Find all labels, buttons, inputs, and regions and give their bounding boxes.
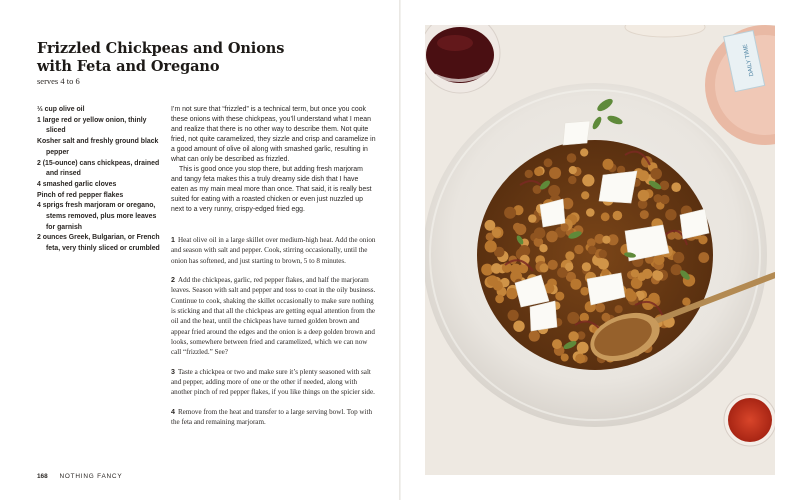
chickpea xyxy=(580,287,589,296)
chickpea xyxy=(495,295,504,304)
chickpea xyxy=(525,170,533,178)
ingredient-item: Kosher salt and freshly ground black pepper xyxy=(37,138,159,156)
chickpea xyxy=(582,262,591,271)
dish-photo xyxy=(425,25,775,475)
ingredient-item: 4 smashed garlic cloves xyxy=(37,180,117,188)
chickpea xyxy=(581,191,589,199)
chickpea xyxy=(513,321,524,332)
chickpea xyxy=(582,174,594,186)
chickpea xyxy=(602,236,610,244)
page-number: 168 xyxy=(37,473,48,480)
ingredient-item: ⅓ cup olive oil xyxy=(37,106,85,113)
ingredient-item: 4 sprigs fresh marjoram or oregano, stems removed, plus more leaves for garnish xyxy=(37,202,157,231)
chickpea xyxy=(504,207,516,219)
chickpea xyxy=(555,292,564,301)
running-head: NOTHING FANCY xyxy=(59,473,123,480)
chickpea xyxy=(671,264,682,275)
ingredient-list xyxy=(37,105,162,255)
chickpea xyxy=(673,252,684,263)
chickpea xyxy=(650,168,662,180)
chickpea xyxy=(588,246,597,255)
chickpea xyxy=(510,264,521,275)
step-number: 4 xyxy=(171,407,175,416)
ingredient-item: Pinch of red pepper flakes xyxy=(37,191,124,199)
recipe-title-line-1: Frizzled Chickpeas and Onions xyxy=(37,40,285,57)
chickpea xyxy=(601,212,610,221)
step-text: Taste a chickpea or two and make sure it’s plenty seasoned with salt and pepper, adding more of one or the other if needed, along with another pinch of red pepper flakes, if you like things on the spicier side. xyxy=(171,367,375,397)
chickpea xyxy=(487,275,498,286)
chickpea xyxy=(567,153,577,163)
chickpea xyxy=(491,263,502,274)
chickpea xyxy=(546,231,558,243)
chickpea xyxy=(654,194,663,203)
chili-flakes-bowl xyxy=(724,394,775,446)
ingredient-item: 2 (15-ounce) cans chickpeas, drained and rinsed xyxy=(37,159,160,178)
chickpea xyxy=(603,159,614,170)
chickpea xyxy=(698,235,707,244)
chickpea xyxy=(698,252,709,263)
chickpea xyxy=(548,260,558,270)
step-text: Heat olive oil in a large skillet over medium-high heat. Add the onion and season with salt and pepper. Cook, stirring occasionally, until the onion has softened, and just starting to brown, 5 to 8 minutes. xyxy=(171,236,376,265)
recipe-intro xyxy=(171,105,376,214)
chickpea xyxy=(587,238,596,247)
chickpea xyxy=(544,158,553,167)
chickpea xyxy=(640,210,649,219)
chickpea xyxy=(660,181,670,191)
chickpea xyxy=(671,182,681,192)
step-number: 2 xyxy=(171,276,175,285)
chickpea xyxy=(568,331,578,341)
recipe-title-line-2: with Feta and Oregano xyxy=(37,58,220,75)
chickpea xyxy=(485,240,497,252)
chickpea xyxy=(515,224,526,235)
method-step xyxy=(171,407,376,428)
chickpea xyxy=(575,354,585,364)
chickpea xyxy=(586,208,595,217)
method-step xyxy=(171,235,376,266)
ingredient-item: 1 large red or yellow onion, thinly sliced xyxy=(37,116,147,135)
chickpea xyxy=(570,279,581,290)
chickpea xyxy=(565,263,573,271)
chickpea xyxy=(561,223,569,231)
chickpea xyxy=(652,270,662,280)
step-number: 3 xyxy=(171,367,175,376)
step-number: 1 xyxy=(171,236,175,244)
chickpea xyxy=(561,354,569,362)
salt-box-label: DAILY TIME xyxy=(742,43,756,77)
intro-paragraph: This is good once you stop there, but adding fresh marjoram and tangy feta makes this a truly dreamy side dish that I have eaten as my main meal more than once. That said, it is really best suited for eating with a roasted chicken or even just nuzzled up next to a very runny, crispy-edged fried egg. xyxy=(171,165,372,213)
chickpea xyxy=(574,245,583,254)
chickpea xyxy=(665,209,676,220)
chickpea xyxy=(565,251,574,260)
chickpea xyxy=(506,288,517,299)
intro-paragraph: I’m not sure that “frizzled” is a technical term, but once you cook these onions with these chickpeas, you’ll understand what I mean and realize that there is no other way to describe them. Not quite fried, not quite caramelized, they sizzle and crisp and caramelize in a good amount of olive oil along with smashed garlic, resulting in what can only be described as frizzled. xyxy=(171,106,376,163)
chickpea xyxy=(528,214,536,222)
chickpea xyxy=(552,339,562,349)
method-step xyxy=(171,275,376,358)
chickpea xyxy=(615,305,623,313)
chickpea xyxy=(596,303,606,313)
book-gutter xyxy=(399,0,401,500)
ingredient-item: 2 ounces Greek, Bulgarian, or French feta, very thinly sliced or crumbled xyxy=(37,234,160,253)
chickpea xyxy=(637,272,646,281)
page-footer xyxy=(37,473,122,480)
method-step xyxy=(171,367,376,398)
chickpea xyxy=(626,291,637,302)
chickpea xyxy=(598,258,609,269)
chickpea xyxy=(613,211,623,221)
chickpea xyxy=(567,312,579,324)
chickpea xyxy=(580,148,588,156)
chickpea xyxy=(529,330,540,341)
chickpea xyxy=(534,227,546,239)
chickpea xyxy=(682,298,690,306)
chickpea xyxy=(540,264,549,273)
method-steps xyxy=(171,235,376,437)
recipe-title xyxy=(37,40,337,76)
chickpea xyxy=(569,166,577,174)
step-text: Add the chickpeas, garlic, red pepper flakes, and half the marjoram leaves. Season with salt and pepper and toss to coat in the oily business. Continue to cook, shaking the skillet occasionally to make sure nothing is sticking and that all the chickpeas are getting equal attention from the oil and the heat, until the chickpeas have turned golden brown and appear fried around the edges and the onion is a deep golden brown and looks, somewhere between fried and caramelized, which we can now call “frizzled.” See? xyxy=(171,276,376,357)
chickpea xyxy=(568,176,576,184)
serves-line: serves 4 to 6 xyxy=(37,76,80,86)
chickpea xyxy=(549,167,561,179)
chickpea xyxy=(533,185,542,194)
chickpea xyxy=(638,170,649,181)
dish-photo-illustration xyxy=(425,25,775,475)
chickpea xyxy=(599,250,607,258)
chickpea xyxy=(638,190,650,202)
chickpea xyxy=(534,167,543,176)
chickpea xyxy=(539,244,547,252)
step-text: Remove from the heat and transfer to a large serving bowl. Top with the feta and remaining marjoram. xyxy=(171,407,373,427)
chickpea xyxy=(492,228,501,237)
chickpea xyxy=(508,310,519,321)
